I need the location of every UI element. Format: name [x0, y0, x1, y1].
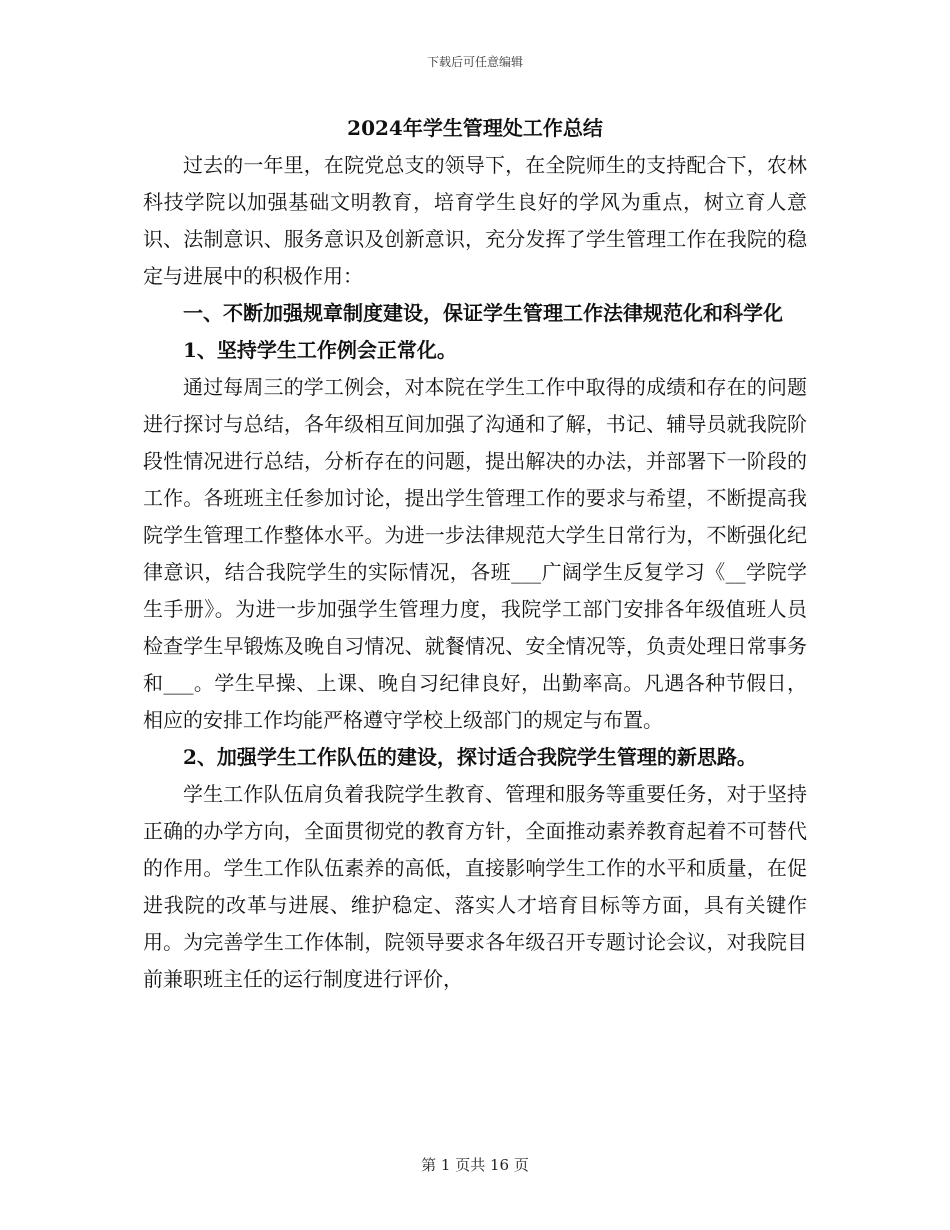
- subsection-heading-2: 2、加强学生工作队伍的建设，探讨适合我院学生管理的新思路。: [183, 745, 757, 769]
- document-body: [143, 110, 807, 998]
- paragraph-intro: 过去的一年里，在院党总支的领导下，在全院师生的支持配合下，农林科技学院以加强基础文明教育，培育学生良好的学风为重点，树立育人意识、法制意识、服务意识及创新意识，充分发挥了学生管理工作在我院的稳定与进展中的积极作用：: [143, 153, 807, 288]
- document-title: 2024年学生管理处工作总结: [347, 116, 603, 140]
- section-heading-1: 一、不断加强规章制度建设，保证学生管理工作法律规范化和科学化: [183, 301, 783, 325]
- paragraph-weekly-meeting: 通过每周三的学工例会，对本院在学生工作中取得的成绩和存在的问题进行探讨与总结，各年级相互间加强了沟通和了解，书记、辅导员就我院阶段性情况进行总结，分析存在的问题，提出解决的办法，并部署下一阶段的工作。各班班主任参加讨论，提出学生管理工作的要求与希望，不断提高我院学生管理工作整体水平。为进一步法律规范大学生日常行为，不断强化纪律意识，结合我院学生的实际情况，各班___广阔学生反复学习《__学院学生手册》。为进一步加强学生管理力度，我院学工部门安排各年级值班人员检查学生早锻炼及晚自习情况、就餐情况、安全情况等，负责处理日常事务和___。学生早操、上课、晚自习纪律良好，出勤率高。凡遇各种节假日，相应的安排工作均能严格遵守学校上级部门的规定与布置。: [143, 375, 807, 732]
- paragraph-team-building: 学生工作队伍肩负着我院学生教育、管理和服务等重要任务，对于坚持正确的办学方向，全面贯彻党的教育方针，全面推动素养教育起着不可替代的作用。学生工作队伍素养的高低，直接影响学生工作的水平和质量，在促进我院的改革与进展、维护稳定、落实人才培育目标等方面，具有关键作用。为完善学生工作体制，院领导要求各年级召开专题讨论会议，对我院目前兼职班主任的运行制度进行评价，: [143, 782, 807, 991]
- page-number: 第 1 页共 16 页: [421, 1156, 529, 1174]
- subsection-heading-1: 1、坚持学生工作例会正常化。: [183, 338, 457, 362]
- header-note: 下载后可任意编辑: [426, 55, 523, 69]
